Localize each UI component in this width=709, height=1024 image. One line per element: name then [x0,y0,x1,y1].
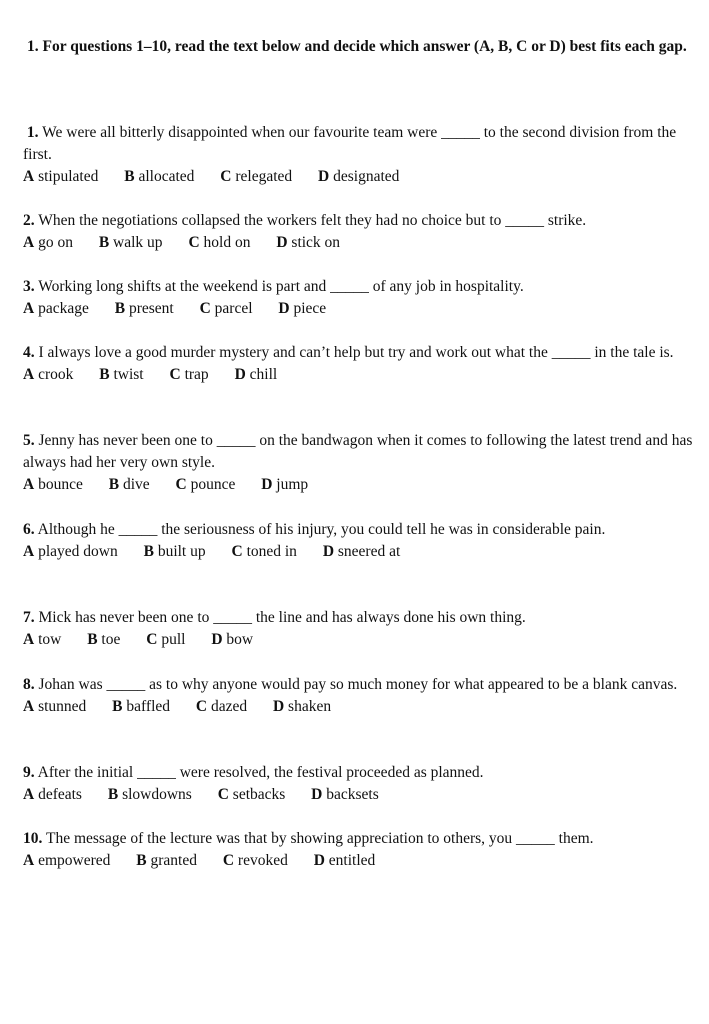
option-text: toe [101,631,121,648]
question-text [23,430,703,474]
option-letter: D [278,300,290,317]
option-text: present [128,300,174,317]
answer-options [23,850,703,872]
instructions [23,36,693,58]
option-a[interactable] [23,474,83,496]
question-text [23,122,703,166]
option-b[interactable] [99,232,163,254]
option-b[interactable] [115,298,174,320]
option-letter: A [23,631,35,648]
option-text: relegated [235,168,293,185]
option-text: defeats [38,786,82,803]
answer-options [23,474,703,496]
option-d[interactable] [323,541,400,563]
option-letter: A [23,852,35,869]
option-b[interactable] [112,696,170,718]
question-7 [23,607,703,651]
option-letter: B [136,852,147,869]
option-b[interactable] [99,364,143,386]
option-text: bow [226,631,254,648]
option-a[interactable] [23,541,118,563]
option-d[interactable] [273,696,331,718]
answer-options [23,166,703,188]
option-d[interactable] [261,474,308,496]
option-letter: D [276,234,288,251]
option-letter: B [124,168,135,185]
question-text [23,342,703,364]
question-text [23,210,703,232]
option-text: allocated [138,168,195,185]
option-d[interactable] [211,629,253,651]
option-text: bounce [38,476,83,493]
option-text: baffled [126,698,170,715]
option-b[interactable] [108,784,192,806]
question-number: 7. [23,609,35,626]
option-letter: B [108,476,120,493]
option-d[interactable] [276,232,340,254]
question-number: 4. [23,344,35,361]
question-8 [23,674,703,718]
option-letter: D [261,476,273,493]
question-6 [23,519,703,563]
option-letter: D [322,543,335,560]
option-b[interactable] [124,166,194,188]
option-text: setbacks [232,786,286,803]
option-letter: C [217,786,229,803]
option-b[interactable] [136,850,197,872]
option-letter: C [188,234,200,251]
option-letter: B [114,300,126,317]
option-text: designated [333,168,400,185]
question-body: Mick has never been one to _____ the line and has always done his own thing. [38,609,526,626]
option-text: stunned [38,698,87,715]
option-a[interactable] [23,166,98,188]
option-text: go on [38,234,73,251]
option-text: jump [276,476,309,493]
option-text: trap [184,366,209,383]
option-letter: C [222,852,235,869]
option-letter: D [211,631,223,648]
option-letter: D [313,852,325,869]
question-text [23,607,703,629]
option-letter: C [231,543,243,560]
option-c[interactable] [231,541,296,563]
question-4 [23,342,703,386]
option-text: crook [38,366,74,383]
option-text: parcel [214,300,253,317]
question-number: 5. [23,432,35,449]
option-letter: A [23,786,35,803]
option-a[interactable] [23,784,82,806]
option-text: dive [122,476,150,493]
option-letter: B [107,786,119,803]
option-letter: C [175,476,187,493]
question-body: After the initial _____ were resolved, the festival proceeded as planned. [37,764,484,781]
question-number: 8. [23,676,35,693]
option-text: piece [293,300,327,317]
option-text: sneered at [337,543,401,560]
option-letter: D [234,366,246,383]
answer-options [23,541,703,563]
option-c[interactable] [200,298,253,320]
option-letter: C [199,300,211,317]
question-number: 9. [23,764,35,781]
option-text: stipulated [38,168,99,185]
question-text [23,828,703,850]
option-letter: C [146,631,158,648]
option-c[interactable] [218,784,286,806]
option-text: revoked [237,852,288,869]
option-letter: C [195,698,208,715]
question-body: Working long shifts at the weekend is part and _____ of any job in hospitality. [38,278,524,295]
option-text: backsets [326,786,379,803]
option-text: entitled [328,852,376,869]
option-letter: D [311,786,323,803]
option-a[interactable] [23,232,73,254]
option-b[interactable] [109,474,150,496]
option-c[interactable] [188,232,250,254]
option-text: empowered [38,852,111,869]
option-letter: B [98,234,110,251]
option-c[interactable] [176,474,236,496]
option-d[interactable] [314,850,376,872]
option-text: package [38,300,89,317]
answer-options [23,364,703,386]
question-body: Although he _____ the seriousness of his injury, you could tell he was in considerable pain. [37,521,606,538]
option-letter: B [87,631,98,648]
option-c[interactable] [220,166,292,188]
option-d[interactable] [235,364,278,386]
instructions-number: 1. [27,38,39,55]
option-d[interactable] [311,784,379,806]
option-letter: B [99,366,110,383]
option-a[interactable] [23,629,61,651]
option-a[interactable] [23,298,89,320]
option-text: stick on [291,234,341,251]
question-number: 10. [23,830,43,847]
option-a[interactable] [23,850,110,872]
option-c[interactable] [170,364,209,386]
option-letter: A [23,300,35,317]
option-text: pounce [190,476,236,493]
option-d[interactable] [278,298,326,320]
question-5 [23,430,703,496]
option-text: slowdowns [122,786,192,803]
option-text: shaken [288,698,332,715]
option-letter: D [272,698,285,715]
option-letter: A [23,234,35,251]
option-letter: A [23,543,35,560]
question-1 [23,122,703,188]
option-text: walk up [113,234,163,251]
option-b[interactable] [87,629,120,651]
option-text: pull [161,631,186,648]
option-letter: A [23,476,35,493]
option-letter: B [143,543,154,560]
option-letter: A [23,168,35,185]
question-number: 6. [23,521,35,538]
option-c[interactable] [223,850,288,872]
question-number: 1. [26,124,39,141]
question-body: When the negotiations collapsed the workers felt they had no choice but to _____ strike. [38,212,587,229]
question-body: The message of the lecture was that by showing appreciation to others, you _____ them. [45,830,594,847]
option-letter: A [23,366,35,383]
answer-options [23,696,703,718]
option-text: granted [150,852,197,869]
option-text: hold on [203,234,251,251]
option-b[interactable] [144,541,206,563]
question-body: Jenny has never been one to _____ on the bandwagon when it comes to following the latest trend and has always had her very own style. [23,432,693,471]
option-letter: D [318,168,330,185]
question-3 [23,276,703,320]
option-letter: B [112,698,123,715]
option-text: built up [157,543,206,560]
question-text [23,674,703,696]
answer-options [23,298,703,320]
question-10 [23,828,703,872]
option-text: chill [249,366,278,383]
option-text: tow [38,631,62,648]
option-letter: A [23,698,35,715]
option-a[interactable] [23,364,73,386]
option-text: dazed [210,698,248,715]
question-number: 3. [23,278,35,295]
question-text [23,762,703,784]
option-text: toned in [246,543,297,560]
option-c[interactable] [196,696,247,718]
option-letter: C [169,366,181,383]
question-body: Johan was _____ as to why anyone would pay so much money for what appeared to be a blank canvas. [38,676,678,693]
question-body: We were all bitterly disappointed when our favourite team were _____ to the second division from the first. [23,124,677,163]
option-d[interactable] [318,166,399,188]
option-letter: C [220,168,232,185]
question-text [23,276,703,298]
question-9 [23,762,703,806]
answer-options [23,629,703,651]
question-text [23,519,703,541]
option-a[interactable] [23,696,86,718]
answer-options [23,784,703,806]
answer-options [23,232,703,254]
question-body: I always love a good murder mystery and can’t help but try and work out what the _____ in the tale is. [38,344,674,361]
option-c[interactable] [146,629,185,651]
question-number: 2. [23,212,35,229]
option-text: twist [113,366,144,383]
option-text: played down [38,543,118,560]
instructions-text: For questions 1–10, read the text below and decide which answer (A, B, C or D) best fits each gap. [42,38,687,55]
question-2 [23,210,703,254]
